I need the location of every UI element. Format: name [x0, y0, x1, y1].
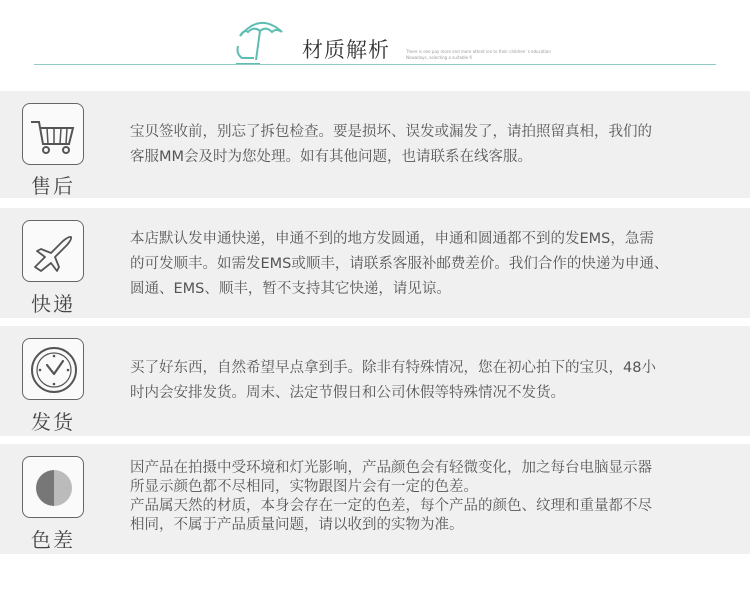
section-delivery: [0, 326, 750, 436]
airplane-icon: [22, 220, 84, 282]
section-color-difference: [0, 444, 750, 554]
text-line: 宝贝签收前，别忘了拆包检查。要是损坏、误发或漏发了，请拍照留真相，我们的: [130, 124, 652, 140]
clock-icon: [22, 338, 84, 400]
text-line: 买了好东西，自然希望早点拿到手。除非有特殊情况，您在初心拍下的宝贝，48小: [130, 360, 656, 376]
section-text: [130, 227, 730, 302]
text-line: 产品属天然的材质，本身会存在一定的色差，每个产品的颜色、纹理和重量都不尽: [130, 498, 652, 514]
section-after-sales: [0, 91, 750, 198]
text-line: 所显示颜色都不尽相同，实物跟图片会有一定的色差。: [130, 479, 478, 495]
text-line: 客服MM会及时为您处理。如有其他问题，也请联系在线客服。: [130, 149, 533, 165]
section-shipping: [0, 208, 750, 318]
section-label: 发货: [31, 410, 75, 434]
color-difference-icon: [22, 456, 84, 518]
text-line: 时内会安排发货。周末、法定节假日和公司休假等特殊情况不发货。: [130, 385, 565, 401]
text-line: 本店默认发申通快递，申通不到的地方发圆通，申通和圆通都不到的发EMS，急需: [130, 231, 654, 247]
text-line: 的可发顺丰。如需发EMS或顺丰，请联系客服补邮费差价。我们合作的快递为申通、: [130, 256, 669, 272]
section-text: [130, 120, 730, 170]
section-label: 快递: [31, 292, 75, 316]
umbrella-chair-icon: [232, 16, 288, 68]
page-title: 材质解析: [302, 38, 390, 62]
header: [0, 0, 750, 80]
section-label: 售后: [31, 174, 75, 198]
section-text: [130, 459, 730, 535]
text-line: 相同，不属于产品质量问题，请以收到的实物为准。: [130, 517, 464, 533]
section-label: 色差: [31, 528, 75, 552]
section-text: [130, 356, 730, 406]
text-line: 圆通、EMS、顺丰，暂不支持其它快递，请见谅。: [130, 281, 451, 297]
shopping-cart-icon: [22, 103, 84, 165]
header-divider: [34, 64, 716, 65]
page-subtitle: There is one pay more and more attent ion to their children' s education Nowadays, selecting a suitable fi: [406, 49, 551, 60]
text-line: 因产品在拍摄中受环境和灯光影响，产品颜色会有轻微变化，加之每台电脑显示器: [130, 460, 652, 476]
